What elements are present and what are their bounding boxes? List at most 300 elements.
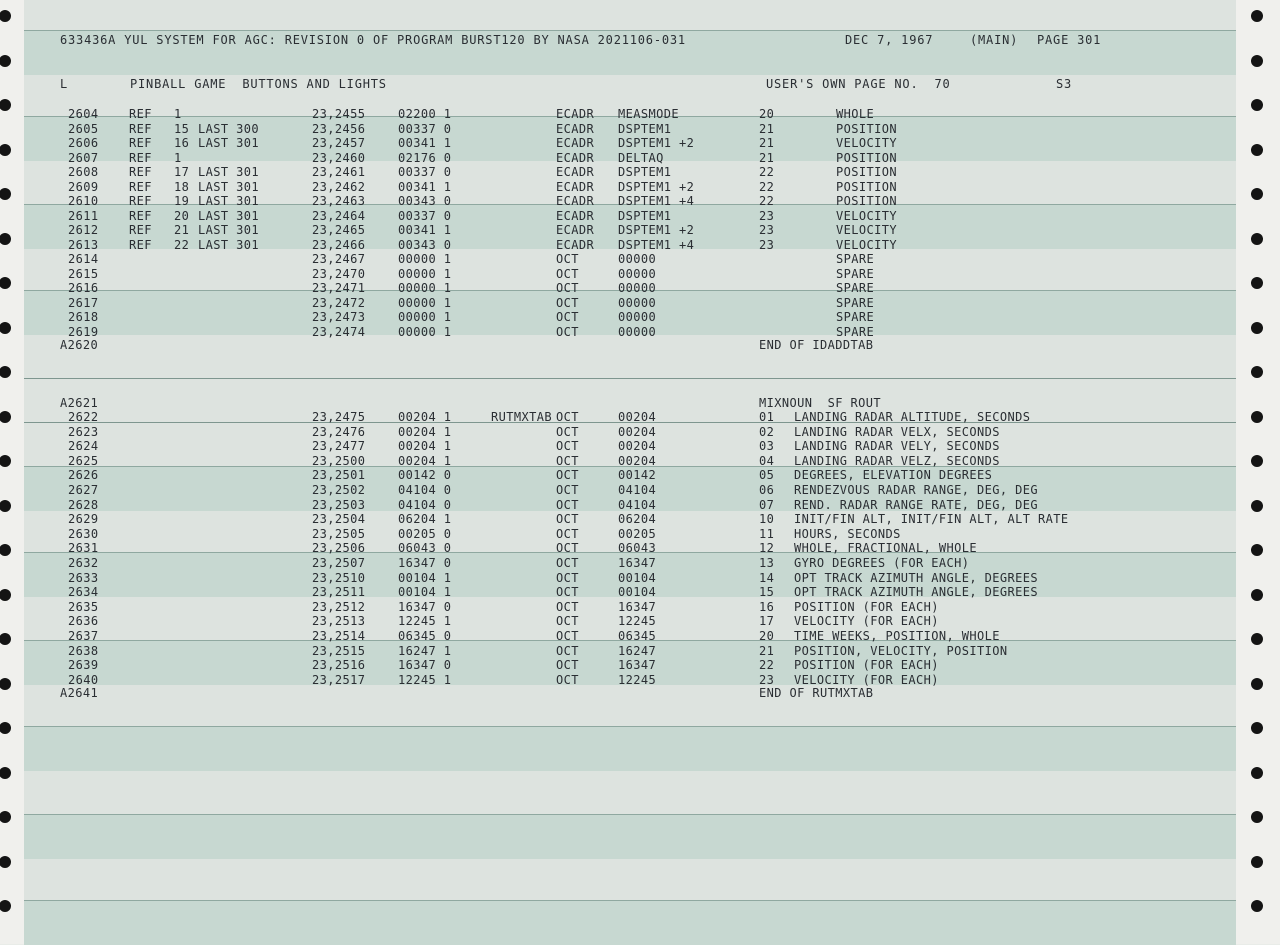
- operand: 16347: [618, 556, 657, 570]
- opcode: OCT: [556, 556, 579, 570]
- octal-word: 16347 0: [398, 658, 452, 673]
- address: 23,2462: [312, 179, 366, 194]
- octal-word: 00204 1: [398, 439, 452, 454]
- tractor-hole: [0, 767, 11, 779]
- line-number: 2605: [68, 121, 99, 136]
- right-tractor-margin: [1236, 0, 1280, 944]
- octal-word: 00205 0: [398, 526, 452, 541]
- noun-description: VELOCITY (FOR EACH): [794, 614, 939, 629]
- noun-description: LANDING RADAR ALTITUDE, SECONDS: [794, 410, 1031, 424]
- tractor-hole: [0, 411, 11, 423]
- noun-description: REND. RADAR RANGE RATE, DEG, DEG: [794, 497, 1038, 512]
- comment-text: SPARE: [836, 281, 875, 295]
- tractor-hole: [1251, 277, 1263, 289]
- users-page-number: USER'S OWN PAGE NO. 70: [766, 77, 951, 91]
- line-number: 2609: [68, 179, 99, 194]
- operand: DSPTEM1 +4: [618, 237, 695, 252]
- noun-code: 05: [759, 468, 775, 483]
- operand: DSPTEM1 +2: [618, 179, 695, 194]
- octal-word: 00341 1: [398, 136, 452, 150]
- ref-count: 16: [174, 136, 190, 150]
- header-system-line: 633436A YUL SYSTEM FOR AGC: REVISION 0 OF PROGRAM BURST120 BY NASA 2021106-031: [60, 33, 686, 47]
- noun-description: LANDING RADAR VELX, SECONDS: [794, 424, 1000, 439]
- operand: 16247: [618, 643, 657, 658]
- octal-word: 00337 0: [398, 165, 452, 179]
- comment-code: 22: [759, 165, 775, 179]
- operand: 00000: [618, 266, 657, 281]
- ref-op: REF: [129, 136, 152, 150]
- end-of-idaddtab-line: A2620: [60, 338, 99, 352]
- line-number: 2611: [68, 208, 99, 223]
- ref-count: 21: [174, 223, 190, 237]
- ref-count: 15: [174, 121, 190, 136]
- operand: DELTAQ: [618, 150, 664, 165]
- address: 23,2512: [312, 599, 366, 614]
- tractor-hole: [1251, 455, 1263, 467]
- opcode: ECADR: [556, 208, 595, 223]
- opcode: OCT: [556, 614, 579, 629]
- ref-count: 17: [174, 165, 190, 179]
- address: 23,2501: [312, 468, 366, 483]
- green-bar-band: [24, 814, 1236, 859]
- line-number: 2623: [68, 424, 99, 439]
- octal-word: 00142 0: [398, 468, 452, 483]
- comment-text: WHOLE: [836, 107, 875, 121]
- end-of-idaddtab: END OF IDADDTAB: [759, 338, 874, 352]
- line-number: 2637: [68, 629, 99, 643]
- line-number: 2638: [68, 643, 99, 658]
- comment-code: 23: [759, 208, 775, 223]
- address: 23,2517: [312, 672, 366, 687]
- noun-description: LANDING RADAR VELY, SECONDS: [794, 439, 1000, 454]
- comment-text: SPARE: [836, 295, 875, 310]
- tractor-hole: [0, 144, 11, 156]
- symbol-label: RUTMXTAB: [491, 410, 552, 424]
- opcode: OCT: [556, 468, 579, 483]
- octal-word: 00337 0: [398, 121, 452, 136]
- tractor-hole: [1251, 233, 1263, 245]
- noun-code: 17: [759, 614, 775, 629]
- tractor-hole: [1251, 322, 1263, 334]
- octal-word: 00337 0: [398, 208, 452, 223]
- ref-last: LAST 300: [198, 121, 259, 136]
- line-number: 2640: [68, 672, 99, 687]
- noun-code: 02: [759, 424, 775, 439]
- octal-word: 06345 0: [398, 629, 452, 643]
- ref-op: REF: [129, 107, 152, 121]
- left-tractor-margin: [0, 0, 24, 944]
- opcode: ECADR: [556, 136, 595, 150]
- opcode: ECADR: [556, 179, 595, 194]
- green-bar-band: [24, 726, 1236, 771]
- address: 23,2507: [312, 556, 366, 570]
- comment-text: VELOCITY: [836, 237, 897, 252]
- ref-count: 19: [174, 194, 190, 208]
- opcode: OCT: [556, 295, 579, 310]
- tractor-hole: [1251, 856, 1263, 868]
- line-number: 2639: [68, 658, 99, 673]
- opcode: OCT: [556, 483, 579, 497]
- line-number: 2615: [68, 266, 99, 281]
- comment-code: 22: [759, 194, 775, 208]
- line-number: 2625: [68, 453, 99, 468]
- header-main-label: (MAIN): [970, 33, 1019, 47]
- noun-description: TIME WEEKS, POSITION, WHOLE: [794, 629, 1000, 643]
- ref-count: 18: [174, 179, 190, 194]
- tractor-hole: [1251, 633, 1263, 645]
- octal-word: 00343 0: [398, 237, 452, 252]
- line-number: 2624: [68, 439, 99, 454]
- opcode: OCT: [556, 672, 579, 687]
- address: 23,2456: [312, 121, 366, 136]
- tractor-hole: [1251, 589, 1263, 601]
- header-date: DEC 7, 1967: [845, 33, 934, 47]
- operand: 00104: [618, 585, 657, 600]
- opcode: OCT: [556, 526, 579, 541]
- octal-word: 00204 1: [398, 410, 452, 424]
- address: 23,2505: [312, 526, 366, 541]
- operand: 00000: [618, 281, 657, 295]
- address: 23,2467: [312, 252, 366, 266]
- opcode: OCT: [556, 643, 579, 658]
- noun-code: 01: [759, 410, 775, 424]
- noun-description: POSITION (FOR EACH): [794, 658, 939, 673]
- tractor-hole: [1251, 722, 1263, 734]
- operand: MEASMODE: [618, 107, 679, 121]
- line-number: 2629: [68, 512, 99, 527]
- opcode: ECADR: [556, 150, 595, 165]
- octal-word: 00000 1: [398, 281, 452, 295]
- address: 23,2504: [312, 512, 366, 527]
- tractor-hole: [1251, 55, 1263, 67]
- operand: DSPTEM1 +4: [618, 194, 695, 208]
- printout-sheet: [24, 0, 1236, 944]
- tractor-hole: [1251, 811, 1263, 823]
- tractor-hole: [1251, 188, 1263, 200]
- noun-description: DEGREES, ELEVATION DEGREES: [794, 468, 993, 483]
- octal-word: 06043 0: [398, 541, 452, 556]
- octal-word: 00000 1: [398, 266, 452, 281]
- opcode: OCT: [556, 324, 579, 339]
- address: 23,2471: [312, 281, 366, 295]
- octal-word: 00104 1: [398, 570, 452, 585]
- tractor-hole: [0, 322, 11, 334]
- address: 23,2465: [312, 223, 366, 237]
- opcode: ECADR: [556, 107, 595, 121]
- opcode: OCT: [556, 658, 579, 673]
- operand: 06204: [618, 512, 657, 527]
- ref-count: 1: [174, 150, 182, 165]
- comment-code: 22: [759, 179, 775, 194]
- opcode: OCT: [556, 281, 579, 295]
- ref-last: LAST 301: [198, 136, 259, 150]
- noun-description: GYRO DEGREES (FOR EACH): [794, 556, 970, 570]
- opcode: OCT: [556, 439, 579, 454]
- noun-code: 10: [759, 512, 775, 527]
- operand: 00204: [618, 424, 657, 439]
- noun-code: 22: [759, 658, 775, 673]
- ref-op: REF: [129, 223, 152, 237]
- comment-text: POSITION: [836, 121, 897, 136]
- operand: 00000: [618, 324, 657, 339]
- opcode: OCT: [556, 497, 579, 512]
- comment-text: POSITION: [836, 165, 897, 179]
- address: 23,2514: [312, 629, 366, 643]
- comment-code: 23: [759, 237, 775, 252]
- header-page-label: PAGE 301: [1037, 33, 1102, 47]
- noun-code: 04: [759, 453, 775, 468]
- opcode: OCT: [556, 453, 579, 468]
- line-number: 2635: [68, 599, 99, 614]
- octal-word: 12245 1: [398, 614, 452, 629]
- noun-description: OPT TRACK AZIMUTH ANGLE, DEGREES: [794, 585, 1038, 600]
- octal-word: 00000 1: [398, 252, 452, 266]
- octal-word: 00000 1: [398, 310, 452, 324]
- opcode: ECADR: [556, 237, 595, 252]
- comment-code: 20: [759, 107, 775, 121]
- comment-code: 21: [759, 150, 775, 165]
- operand: 16347: [618, 658, 657, 673]
- opcode: OCT: [556, 310, 579, 324]
- comment-code: 21: [759, 136, 775, 150]
- noun-description: INIT/FIN ALT, INIT/FIN ALT, ALT RATE: [794, 512, 1069, 527]
- tractor-hole: [0, 500, 11, 512]
- operand: DSPTEM1 +2: [618, 223, 695, 237]
- tractor-hole: [1251, 99, 1263, 111]
- address: 23,2470: [312, 266, 366, 281]
- operand: DSPTEM1 +2: [618, 136, 695, 150]
- address: 23,2474: [312, 324, 366, 339]
- address: 23,2510: [312, 570, 366, 585]
- ref-last: LAST 301: [198, 237, 259, 252]
- mixnoun-header: MIXNOUN SF ROUT: [759, 396, 881, 410]
- address: 23,2515: [312, 643, 366, 658]
- line-number: 2630: [68, 526, 99, 541]
- noun-code: 13: [759, 556, 775, 570]
- opcode: OCT: [556, 599, 579, 614]
- section-title: PINBALL GAME BUTTONS AND LIGHTS: [130, 77, 387, 91]
- address: 23,2457: [312, 136, 366, 150]
- band-rule: [24, 378, 1236, 379]
- tractor-hole: [1251, 10, 1263, 22]
- ref-op: REF: [129, 194, 152, 208]
- noun-code: 03: [759, 439, 775, 454]
- ref-op: REF: [129, 150, 152, 165]
- tractor-hole: [1251, 366, 1263, 378]
- line-number: 2631: [68, 541, 99, 556]
- log-letter: L: [60, 77, 69, 91]
- octal-word: 16247 1: [398, 643, 452, 658]
- octal-word: 00204 1: [398, 453, 452, 468]
- line-number: 2618: [68, 310, 99, 324]
- operand: 00000: [618, 310, 657, 324]
- operand: 00142: [618, 468, 657, 483]
- ref-last: LAST 301: [198, 165, 259, 179]
- comment-text: SPARE: [836, 266, 875, 281]
- ref-op: REF: [129, 121, 152, 136]
- address: 23,2475: [312, 410, 366, 424]
- line-number: 2632: [68, 556, 99, 570]
- ref-op: REF: [129, 237, 152, 252]
- line-number: 2633: [68, 570, 99, 585]
- operand: 00000: [618, 252, 657, 266]
- opcode: ECADR: [556, 165, 595, 179]
- ref-count: 22: [174, 237, 190, 252]
- comment-code: 23: [759, 223, 775, 237]
- octal-word: 00341 1: [398, 223, 452, 237]
- operand: 00205: [618, 526, 657, 541]
- octal-word: 02176 0: [398, 150, 452, 165]
- line-number: 2612: [68, 223, 99, 237]
- comment-text: POSITION: [836, 179, 897, 194]
- noun-code: 12: [759, 541, 775, 556]
- tractor-hole: [0, 55, 11, 67]
- octal-word: 00204 1: [398, 424, 452, 439]
- operand: DSPTEM1: [618, 208, 672, 223]
- noun-description: LANDING RADAR VELZ, SECONDS: [794, 453, 1000, 468]
- address: 23,2461: [312, 165, 366, 179]
- line-number: 2607: [68, 150, 99, 165]
- noun-code: 14: [759, 570, 775, 585]
- noun-code: 15: [759, 585, 775, 600]
- noun-description: RENDEZVOUS RADAR RANGE, DEG, DEG: [794, 483, 1038, 497]
- line-number: 2628: [68, 497, 99, 512]
- noun-code: 16: [759, 599, 775, 614]
- tractor-hole: [0, 589, 11, 601]
- operand: 06043: [618, 541, 657, 556]
- address: 23,2460: [312, 150, 366, 165]
- address: 23,2500: [312, 453, 366, 468]
- line-number: 2613: [68, 237, 99, 252]
- line-number: 2636: [68, 614, 99, 629]
- line-number: 2606: [68, 136, 99, 150]
- address: 23,2476: [312, 424, 366, 439]
- line-number: 2614: [68, 252, 99, 266]
- comment-text: SPARE: [836, 252, 875, 266]
- address: 23,2464: [312, 208, 366, 223]
- operand: 00204: [618, 439, 657, 454]
- noun-code: 11: [759, 526, 775, 541]
- tractor-hole: [0, 233, 11, 245]
- tractor-hole: [1251, 544, 1263, 556]
- tractor-hole: [0, 678, 11, 690]
- tractor-hole: [0, 856, 11, 868]
- line-number: 2608: [68, 165, 99, 179]
- noun-description: POSITION (FOR EACH): [794, 599, 939, 614]
- operand: 12245: [618, 614, 657, 629]
- octal-word: 00341 1: [398, 179, 452, 194]
- line-number: 2634: [68, 585, 99, 600]
- octal-word: 00000 1: [398, 295, 452, 310]
- ref-op: REF: [129, 179, 152, 194]
- octal-word: 02200 1: [398, 107, 452, 121]
- octal-word: 16347 0: [398, 556, 452, 570]
- line-number: 2610: [68, 194, 99, 208]
- line-number: 2616: [68, 281, 99, 295]
- noun-code: 07: [759, 497, 775, 512]
- operand: 00000: [618, 295, 657, 310]
- line-number: 2627: [68, 483, 99, 497]
- opcode: OCT: [556, 541, 579, 556]
- octal-word: 00343 0: [398, 194, 452, 208]
- line-number: 2619: [68, 324, 99, 339]
- address: 23,2466: [312, 237, 366, 252]
- mixnoun-header-line: A2621: [60, 396, 99, 410]
- opcode: OCT: [556, 585, 579, 600]
- operand: DSPTEM1: [618, 165, 672, 179]
- operand: 00104: [618, 570, 657, 585]
- noun-code: 20: [759, 629, 775, 643]
- address: 23,2506: [312, 541, 366, 556]
- comment-text: SPARE: [836, 324, 875, 339]
- operand: 04104: [618, 497, 657, 512]
- ref-last: LAST 301: [198, 223, 259, 237]
- address: 23,2516: [312, 658, 366, 673]
- operand: 00204: [618, 410, 657, 424]
- address: 23,2513: [312, 614, 366, 629]
- opcode: OCT: [556, 410, 579, 424]
- opcode: OCT: [556, 512, 579, 527]
- opcode: ECADR: [556, 194, 595, 208]
- opcode: OCT: [556, 424, 579, 439]
- noun-code: 23: [759, 672, 775, 687]
- operand: 12245: [618, 672, 657, 687]
- ref-count: 1: [174, 107, 182, 121]
- comment-text: POSITION: [836, 150, 897, 165]
- operand: 00204: [618, 453, 657, 468]
- address: 23,2455: [312, 107, 366, 121]
- noun-description: VELOCITY (FOR EACH): [794, 672, 939, 687]
- noun-description: OPT TRACK AZIMUTH ANGLE, DEGREES: [794, 570, 1038, 585]
- opcode: ECADR: [556, 121, 595, 136]
- noun-description: POSITION, VELOCITY, POSITION: [794, 643, 1008, 658]
- address: 23,2472: [312, 295, 366, 310]
- operand: 16347: [618, 599, 657, 614]
- opcode: OCT: [556, 266, 579, 281]
- operand: 04104: [618, 483, 657, 497]
- comment-text: VELOCITY: [836, 208, 897, 223]
- tractor-hole: [1251, 767, 1263, 779]
- comment-text: POSITION: [836, 194, 897, 208]
- noun-description: WHOLE, FRACTIONAL, WHOLE: [794, 541, 977, 556]
- comment-text: VELOCITY: [836, 223, 897, 237]
- octal-word: 16347 0: [398, 599, 452, 614]
- ref-count: 20: [174, 208, 190, 223]
- line-number: 2617: [68, 295, 99, 310]
- ref-last: LAST 301: [198, 208, 259, 223]
- address: 23,2463: [312, 194, 366, 208]
- opcode: OCT: [556, 629, 579, 643]
- line-number: 2626: [68, 468, 99, 483]
- sheet-code: S3: [1056, 77, 1073, 91]
- line-number: 2604: [68, 107, 99, 121]
- octal-word: 00000 1: [398, 324, 452, 339]
- tractor-hole: [1251, 411, 1263, 423]
- tractor-hole: [1251, 678, 1263, 690]
- noun-code: 21: [759, 643, 775, 658]
- opcode: OCT: [556, 252, 579, 266]
- end-of-rutmxtab: END OF RUTMXTAB: [759, 686, 874, 700]
- octal-word: 12245 1: [398, 672, 452, 687]
- ref-op: REF: [129, 165, 152, 179]
- green-bar-band: [24, 900, 1236, 945]
- ref-last: LAST 301: [198, 179, 259, 194]
- operand: 06345: [618, 629, 657, 643]
- octal-word: 00104 1: [398, 585, 452, 600]
- opcode: ECADR: [556, 223, 595, 237]
- comment-text: SPARE: [836, 310, 875, 324]
- noun-description: HOURS, SECONDS: [794, 526, 901, 541]
